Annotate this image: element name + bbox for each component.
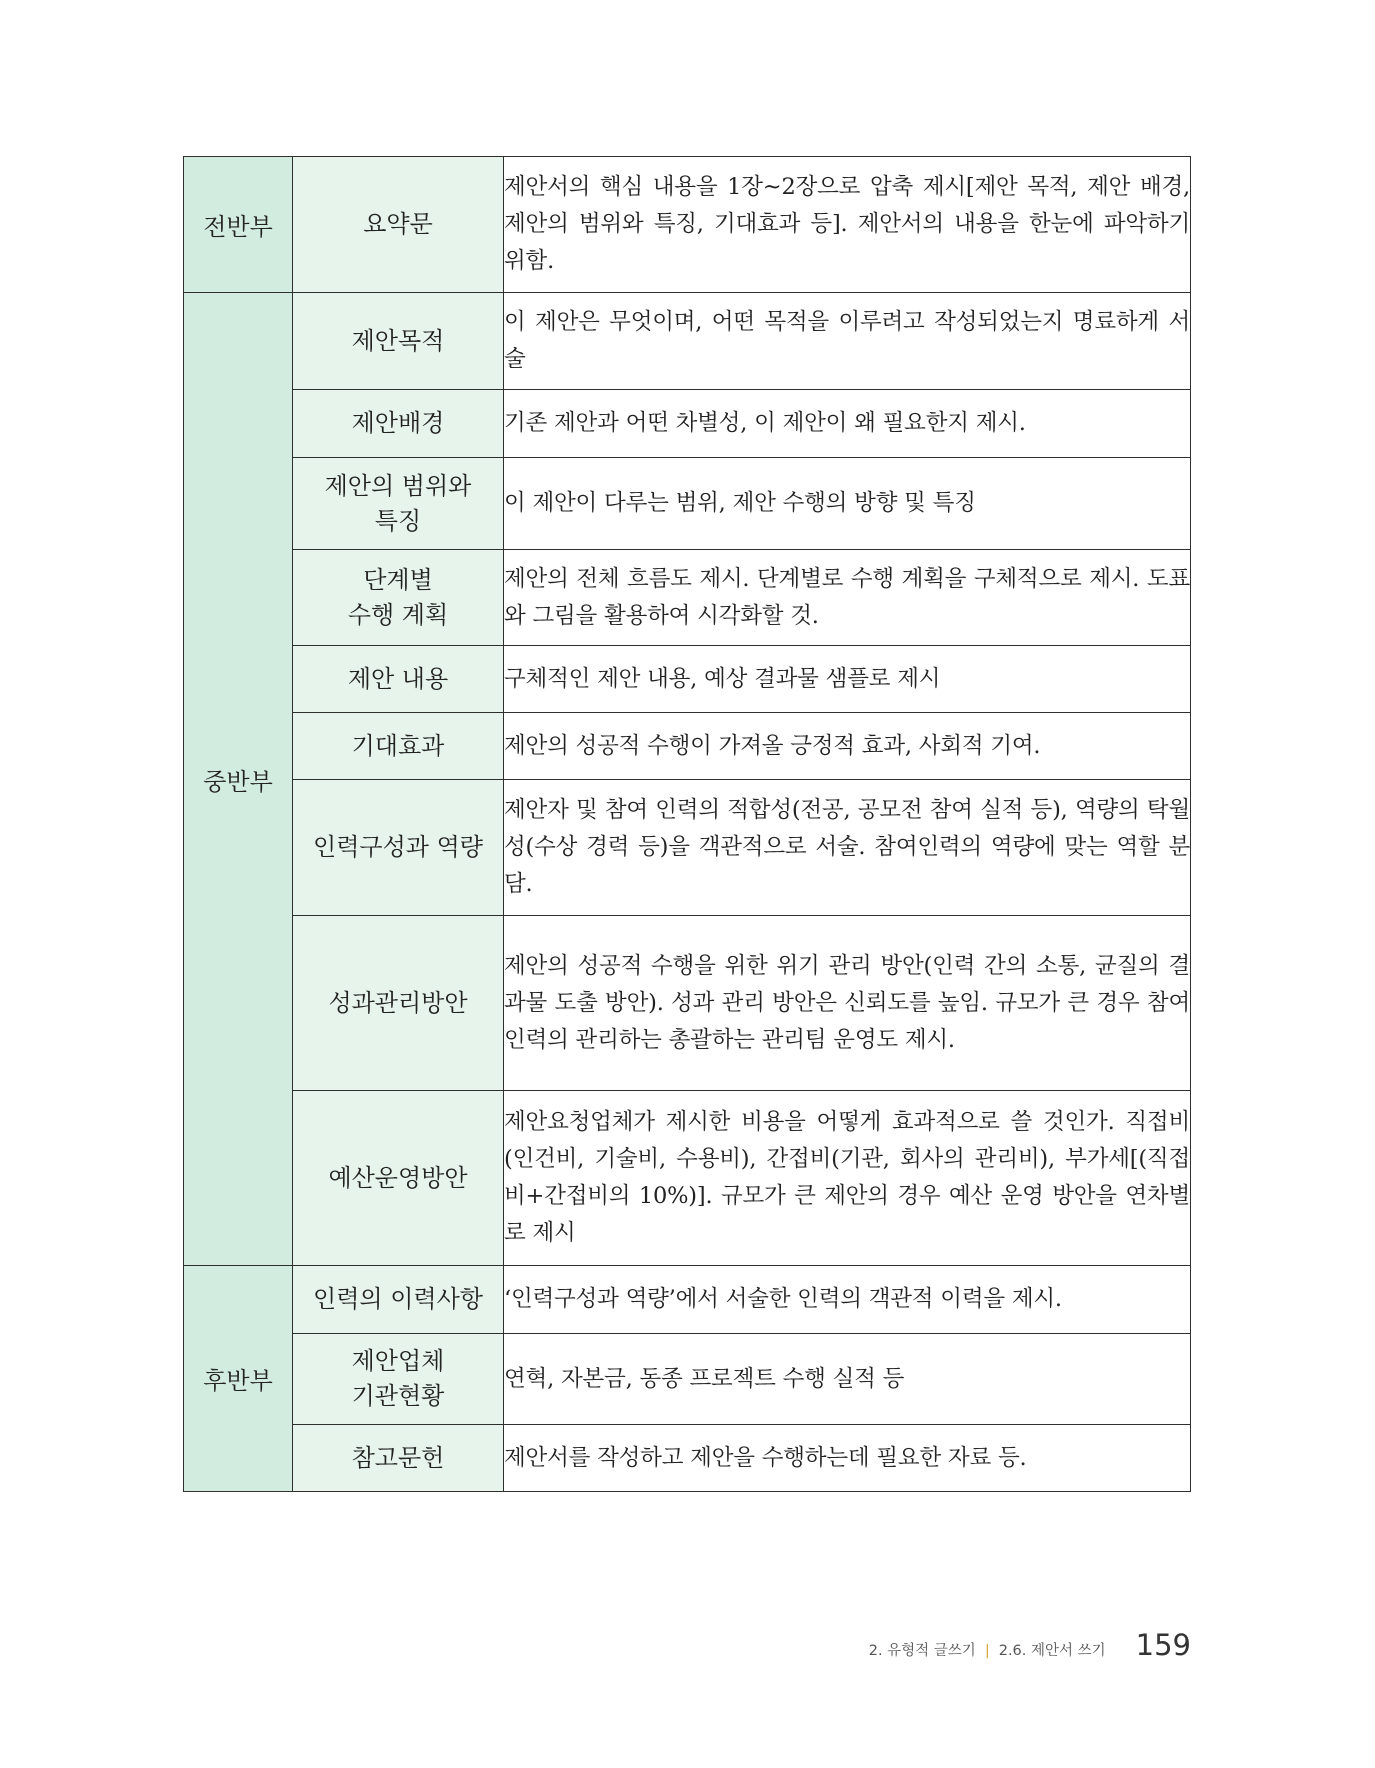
- table-row: [184, 458, 1191, 550]
- row-description: 제안서의 핵심 내용을 1장~2장으로 압축 제시[제안 목적, 제안 배경, 제안의 범위와 특징, 기대효과 등]. 제안서의 내용을 한눈에 파악하기 위함.: [504, 157, 1191, 293]
- table-row: [184, 1334, 1191, 1425]
- row-description: 구체적인 제안 내용, 예상 결과물 샘플로 제시: [504, 646, 1191, 713]
- proposal-structure-table: [183, 156, 1191, 1492]
- row-item-label: 기대효과: [293, 713, 504, 780]
- row-item-label: 제안목적: [293, 293, 504, 390]
- table-row: [184, 157, 1191, 293]
- row-description: 제안요청업체가 제시한 비용을 어떻게 효과적으로 쓸 것인가. 직접비(인건비, 기술비, 수용비), 간접비(기관, 회사의 관리비), 부가세[(직접비+간접비의 10%)]. 규모가 큰 제안의 경우 예산 운영 방안을 연차별로 제시: [504, 1091, 1191, 1266]
- row-description: 제안의 성공적 수행이 가져올 긍정적 효과, 사회적 기여.: [504, 713, 1191, 780]
- table-row: [184, 1266, 1191, 1334]
- table-row: [184, 713, 1191, 780]
- footer-chapter: 2. 유형적 글쓰기: [868, 1643, 976, 1659]
- table-row: [184, 916, 1191, 1091]
- row-description: 이 제안은 무엇이며, 어떤 목적을 이루려고 작성되었는지 명료하게 서술: [504, 293, 1191, 390]
- row-item-label: 참고문헌: [293, 1425, 504, 1492]
- row-item-label: 예산운영방안: [293, 1091, 504, 1266]
- row-description: ‘인력구성과 역량’에서 서술한 인력의 객관적 이력을 제시.: [504, 1266, 1191, 1334]
- row-description: 이 제안이 다루는 범위, 제안 수행의 방향 및 특징: [504, 458, 1191, 550]
- row-item-label: 인력구성과 역량: [293, 780, 504, 916]
- section-label-middle: 중반부: [184, 293, 293, 1266]
- row-item-label: 단계별 수행 계획: [293, 550, 504, 646]
- section-label-early: 전반부: [184, 157, 293, 293]
- table-row: [184, 390, 1191, 458]
- table-row: [184, 646, 1191, 713]
- row-item-label: 성과관리방안: [293, 916, 504, 1091]
- row-item-label: 제안 내용: [293, 646, 504, 713]
- row-description: 제안의 성공적 수행을 위한 위기 관리 방안(인력 간의 소통, 균질의 결과물 도출 방안). 성과 관리 방안은 신뢰도를 높임. 규모가 큰 경우 참여인력의 관리하는 총괄하는 관리팀 운영도 제시.: [504, 916, 1191, 1091]
- page-number: 159: [1135, 1628, 1191, 1662]
- row-description: 제안자 및 참여 인력의 적합성(전공, 공모전 참여 실적 등), 역량의 탁월성(수상 경력 등)을 객관적으로 서술. 참여인력의 역량에 맞는 역할 분담.: [504, 780, 1191, 916]
- table-row: [184, 1425, 1191, 1492]
- row-description: 제안서를 작성하고 제안을 수행하는데 필요한 자료 등.: [504, 1425, 1191, 1492]
- row-description: 연혁, 자본금, 동종 프로젝트 수행 실적 등: [504, 1334, 1191, 1425]
- table-row: [184, 550, 1191, 646]
- row-item-label: 제안배경: [293, 390, 504, 458]
- row-description: 기존 제안과 어떤 차별성, 이 제안이 왜 필요한지 제시.: [504, 390, 1191, 458]
- row-item-label: 요약문: [293, 157, 504, 293]
- section-label-late: 후반부: [184, 1266, 293, 1492]
- row-item-label: 제안의 범위와 특징: [293, 458, 504, 550]
- row-description: 제안의 전체 흐름도 제시. 단계별로 수행 계획을 구체적으로 제시. 도표와 그림을 활용하여 시각화할 것.: [504, 550, 1191, 646]
- row-item-label: 인력의 이력사항: [293, 1266, 504, 1334]
- table-row: [184, 1091, 1191, 1266]
- table-row: [184, 780, 1191, 916]
- footer-separator: |: [984, 1643, 990, 1659]
- footer-section: 2.6. 제안서 쓰기: [998, 1643, 1106, 1659]
- page-footer: [869, 1628, 1191, 1662]
- table-row: [184, 293, 1191, 390]
- row-item-label: 제안업체 기관현황: [293, 1334, 504, 1425]
